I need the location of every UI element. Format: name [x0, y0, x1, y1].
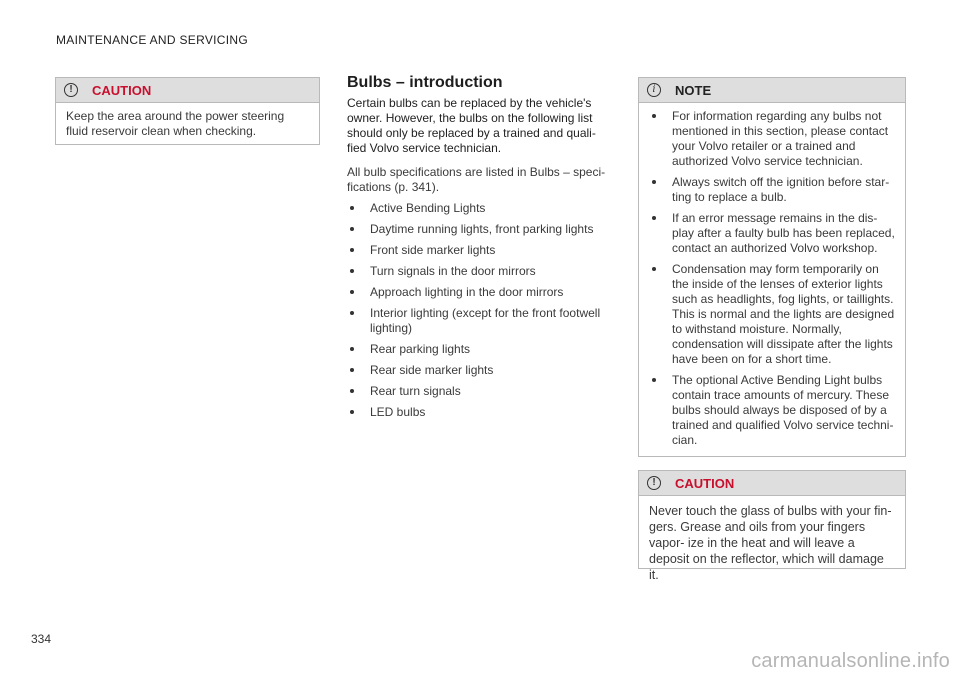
list-item: Daytime running lights, front parking lights [347, 222, 611, 237]
list-item: Active Bending Lights [347, 201, 611, 216]
list-item: For information regarding any bulbs not mentioned in this section, please contact your Volvo retailer or a trained and authorized Volvo service technician. [649, 109, 895, 169]
bulbs-introduction-section [347, 74, 611, 426]
list-item: Rear side marker lights [347, 363, 611, 378]
caution-title: CAUTION [675, 475, 735, 491]
note-list [649, 109, 895, 448]
intro-paragraph: Certain bulbs can be replaced by the vehicle's owner. However, the bulbs on the following list should only be replaced by a trained and quali- fied Volvo service technician. [347, 96, 596, 155]
info-circle-icon: i [647, 83, 661, 97]
note-header [639, 78, 905, 103]
caution-text: Keep the area around the power steering fluid reservoir clean when checking. [66, 109, 285, 138]
exclamation-circle-icon: ! [647, 476, 661, 490]
watermark: carmanualsonline.info [751, 650, 950, 672]
list-item: Turn signals in the door mirrors [347, 264, 611, 279]
note-box [638, 77, 906, 457]
list-item: LED bulbs [347, 405, 611, 420]
caution-text: Never touch the glass of bulbs with your fin- gers. Grease and oils from your fingers vapor- ize in the heat and will leave a deposit on the reflector, which will damage it. [649, 504, 892, 582]
note-title: NOTE [675, 82, 712, 98]
list-item: Always switch off the ignition before star- ting to replace a bulb. [649, 175, 895, 205]
page-number: 334 [31, 632, 52, 646]
list-item: Rear turn signals [347, 384, 611, 399]
bulb-list [347, 201, 611, 420]
caution-box-bulb-glass [638, 470, 906, 582]
caution-title: CAUTION [92, 82, 152, 98]
specifications-reference: All bulb specifications are listed in Bulbs – speci- fications (p. 341). [347, 165, 606, 194]
caution-header [639, 471, 905, 496]
list-item: The optional Active Bending Light bulbs contain trace amounts of mercury. These bulbs should always be disposed of by a trained and qualified Volvo service techni- cian. [649, 373, 895, 448]
list-item: Condensation may form temporarily on the inside of the lenses of exterior lights such as headlights, fog lights, or taillights. This is normal and the lights are designed to withstand moisture. Normally, condensation will dissipate after the lights have been on for a short time. [649, 262, 895, 367]
running-header: MAINTENANCE AND SERVICING [56, 33, 248, 47]
list-item: If an error message remains in the dis- play after a faulty bulb has been replaced, contact an authorized Volvo workshop. [649, 211, 895, 256]
section-title: Bulbs – introduction [347, 74, 503, 91]
list-item: Front side marker lights [347, 243, 611, 258]
list-item: Rear parking lights [347, 342, 611, 357]
list-item: Interior lighting (except for the front footwell lighting) [347, 306, 611, 336]
exclamation-circle-icon: ! [64, 83, 78, 97]
caution-header [56, 78, 319, 103]
caution-box-power-steering [55, 77, 320, 145]
list-item: Approach lighting in the door mirrors [347, 285, 611, 300]
